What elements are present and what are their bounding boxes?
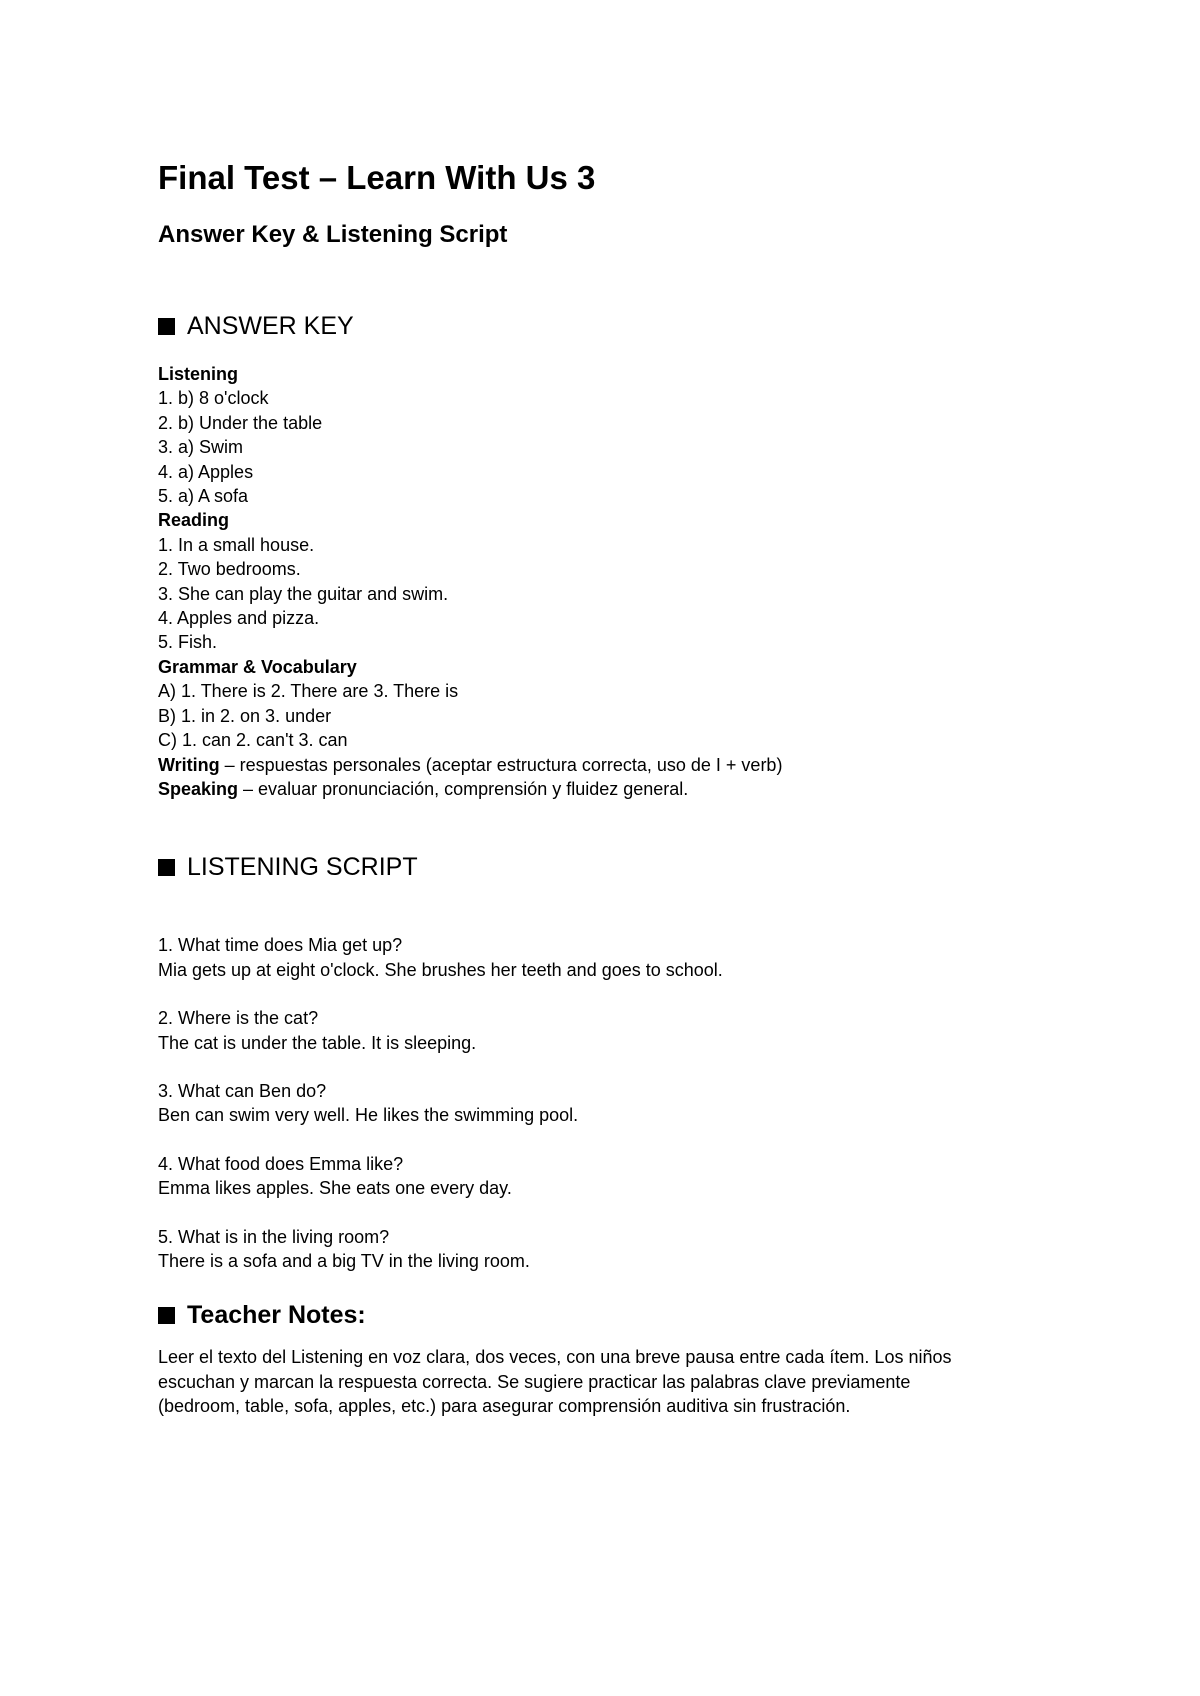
grammar-label: Grammar & Vocabulary xyxy=(158,656,357,677)
script-answer: Ben can swim very well. He likes the swimming pool. xyxy=(158,1105,579,1126)
speaking-line xyxy=(158,777,1058,801)
grammar-answer: C) 1. can 2. can't 3. can xyxy=(158,730,348,751)
reading-label: Reading xyxy=(158,510,230,531)
teacher-notes-line: escuchan y marcan la respuesta correcta. Se sugiere practicar las palabras clave previamente xyxy=(158,1371,911,1392)
grammar-answer: B) 1. in 2. on 3. under xyxy=(158,705,332,726)
square-bullet-icon xyxy=(158,318,175,335)
script-question: 2. Where is the cat? xyxy=(158,1008,319,1029)
answer-key-heading-text: ANSWER KEY xyxy=(187,312,354,340)
script-item xyxy=(158,1079,1058,1128)
writing-line xyxy=(158,753,1058,777)
answer-key-content xyxy=(158,362,1058,801)
script-question: 5. What is in the living room? xyxy=(158,1226,390,1247)
listening-answer: 1. b) 8 o'clock xyxy=(158,388,269,409)
teacher-notes-body xyxy=(158,1345,1058,1418)
document-subtitle: Answer Key & Listening Script xyxy=(158,221,508,248)
square-bullet-icon xyxy=(158,859,175,876)
listening-answer: 2. b) Under the table xyxy=(158,412,323,433)
document-title: Final Test – Learn With Us 3 xyxy=(158,159,596,196)
listening-script-heading xyxy=(158,851,1058,883)
speaking-label: Speaking xyxy=(158,778,239,799)
reading-answer: 1. In a small house. xyxy=(158,534,315,555)
script-answer: There is a sofa and a big TV in the living room. xyxy=(158,1250,530,1271)
script-question: 4. What food does Emma like? xyxy=(158,1153,404,1174)
reading-answer: 5. Fish. xyxy=(158,632,218,653)
script-question: 3. What can Ben do? xyxy=(158,1080,327,1101)
document-page xyxy=(158,158,1058,1419)
script-question: 1. What time does Mia get up? xyxy=(158,935,403,956)
writing-label: Writing xyxy=(158,754,220,775)
listening-script-heading-text: LISTENING SCRIPT xyxy=(187,853,418,882)
script-answer: Emma likes apples. She eats one every day. xyxy=(158,1178,512,1199)
listening-label: Listening xyxy=(158,364,238,384)
teacher-notes-line: Leer el texto del Listening en voz clara, dos veces, con una breve pausa entre cada ítem. Los niños xyxy=(158,1347,952,1368)
grammar-answer: A) 1. There is 2. There are 3. There is xyxy=(158,681,459,702)
script-answer: The cat is under the table. It is sleeping. xyxy=(158,1032,477,1053)
teacher-notes-heading xyxy=(158,1299,1058,1331)
script-item xyxy=(158,1152,1058,1201)
writing-text: – respuestas personales (aceptar estructura correcta, uso de I + verb) xyxy=(219,754,783,775)
script-item xyxy=(158,1006,1058,1055)
square-bullet-icon xyxy=(158,1307,175,1324)
listening-script-content xyxy=(158,933,1058,1273)
teacher-notes-heading-text: Teacher Notes: xyxy=(187,1301,366,1330)
reading-answer: 3. She can play the guitar and swim. xyxy=(158,583,449,604)
listening-answer: 5. a) A sofa xyxy=(158,486,249,507)
reading-answer: 4. Apples and pizza. xyxy=(158,608,320,629)
listening-answer: 4. a) Apples xyxy=(158,461,254,482)
script-item xyxy=(158,1225,1058,1274)
listening-answer: 3. a) Swim xyxy=(158,437,244,458)
teacher-notes-line: (bedroom, table, sofa, apples, etc.) para asegurar comprensión auditiva sin frustración. xyxy=(158,1396,851,1417)
speaking-text: – evaluar pronunciación, comprensión y fluidez general. xyxy=(238,778,689,799)
reading-answer: 2. Two bedrooms. xyxy=(158,559,301,580)
script-item xyxy=(158,933,1058,982)
script-answer: Mia gets up at eight o'clock. She brushes her teeth and goes to school. xyxy=(158,959,723,980)
answer-key-heading xyxy=(158,310,1058,342)
